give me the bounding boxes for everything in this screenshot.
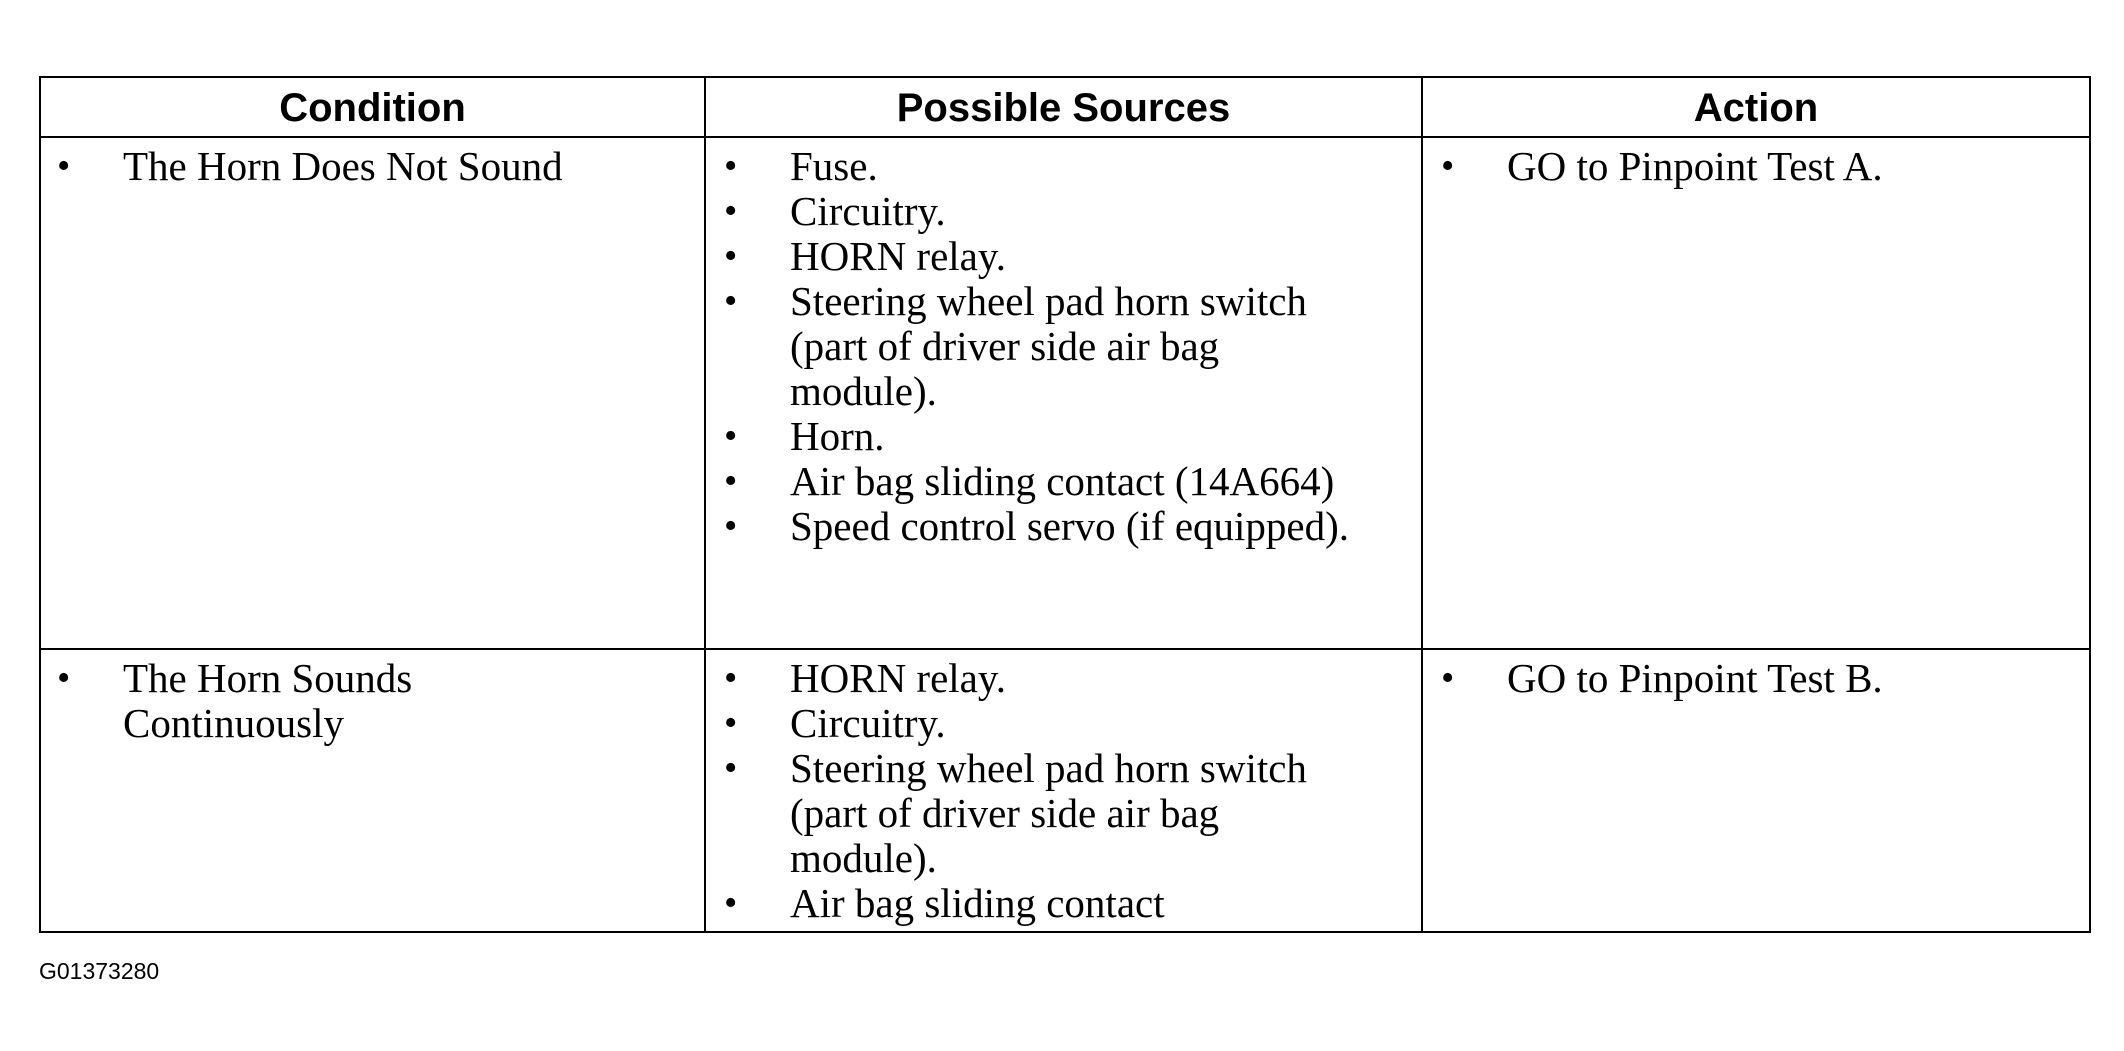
list-item: • HORN relay. — [708, 234, 1368, 279]
row-2-sources — [708, 656, 1368, 926]
list-item: • The Horn Sounds Continuously — [41, 656, 611, 746]
column-divider-2 — [1421, 78, 1423, 931]
row-1-sources — [708, 144, 1368, 549]
row-1-action — [1425, 144, 2085, 189]
list-item: • Steering wheel pad horn switch (part of driver side air bag module). — [708, 279, 1368, 414]
header-action: Action — [1693, 85, 1819, 130]
header-condition: Condition — [279, 85, 466, 130]
list-item: • Air bag sliding contact (14A664) — [708, 459, 1368, 504]
list-item: • Fuse. — [708, 144, 1368, 189]
list-item: • Circuitry. — [708, 701, 1368, 746]
list-item: • GO to Pinpoint Test B. — [1425, 656, 2085, 701]
figure-id: G01373280 — [39, 958, 160, 984]
list-item: • GO to Pinpoint Test A. — [1425, 144, 2085, 189]
column-divider-1 — [704, 78, 706, 931]
header-possible-sources: Possible Sources — [896, 85, 1231, 130]
row-2-condition — [41, 656, 611, 746]
diagnosis-table — [39, 76, 2091, 933]
row-2-action — [1425, 656, 2085, 701]
list-item: • The Horn Does Not Sound — [41, 144, 691, 189]
list-item: • Speed control servo (if equipped). — [708, 504, 1368, 549]
list-item: • Steering wheel pad horn switch (part of driver side air bag module). — [708, 746, 1368, 881]
list-item: • Circuitry. — [708, 189, 1368, 234]
list-item: • Air bag sliding contact — [708, 881, 1368, 926]
list-item: • Horn. — [708, 414, 1368, 459]
list-item: • HORN relay. — [708, 656, 1368, 701]
row-divider — [41, 648, 2089, 650]
row-1-condition — [41, 144, 691, 189]
